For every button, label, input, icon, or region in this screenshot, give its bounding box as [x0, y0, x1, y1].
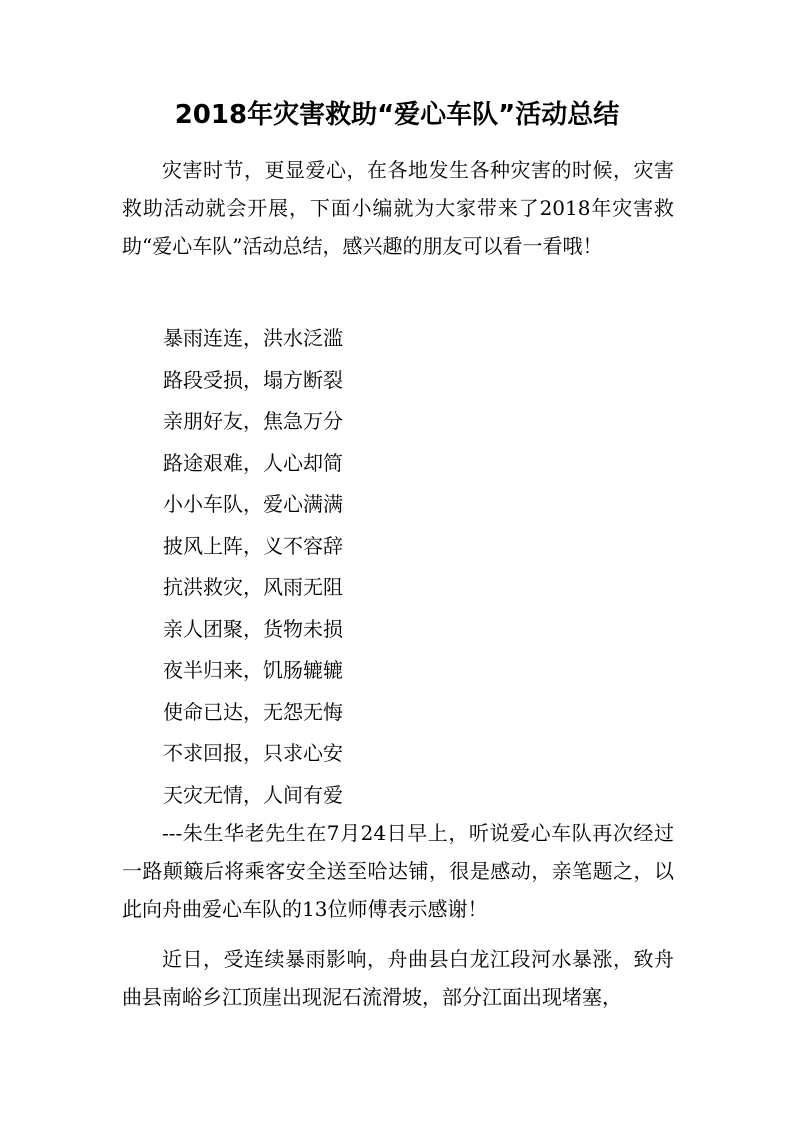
poem-line: 夜半归来，饥肠辘辘	[163, 658, 343, 682]
poem-line: 路段受损，塌方断裂	[163, 367, 343, 392]
poem-line: 抗洪救灾，风雨无阻	[163, 575, 343, 599]
poem-line: 暴雨连连，洪水泛滥	[163, 326, 343, 350]
poem-line: 路途艰难，人心却简	[163, 450, 343, 475]
body-paragraph: 近日，受连续暴雨影响，舟曲县白龙江段河水暴涨，致舟曲县南峪乡江顶崖出现泥石流滑坡，部分江面出现堵塞，	[122, 947, 674, 1009]
poem-line: 披风上阵，义不容辞	[163, 533, 343, 558]
poem-line: 亲人团聚，货物未损	[163, 616, 343, 641]
intro-paragraph: 灾害时节，更显爱心，在各地发生各种灾害的时候，灾害救助活动就会开展，下面小编就为大家带来了2018年灾害救助“爱心车队”活动总结，感兴趣的朋友可以看一看哦！	[122, 158, 674, 258]
poem-line: 亲朋好友，焦急万分	[163, 409, 343, 433]
poem-line: 小小车队，爱心满满	[163, 492, 343, 516]
attribution-paragraph: ---朱生华老先生在7月24日早上，听说爱心车队再次经过一路颠簸后将乘客安全送至哈达铺，很是感动，亲笔题之，以此向舟曲爱心车队的13位师傅表示感谢！	[122, 821, 674, 921]
poem-line: 不求回报，只求心安	[163, 741, 343, 765]
poem	[163, 318, 343, 816]
document-title: 2018年灾害救助“爱心车队”活动总结	[174, 100, 620, 130]
poem-line: 使命已达，无怨无悔	[163, 699, 343, 724]
poem-line: 天灾无情，人间有爱	[163, 782, 343, 807]
